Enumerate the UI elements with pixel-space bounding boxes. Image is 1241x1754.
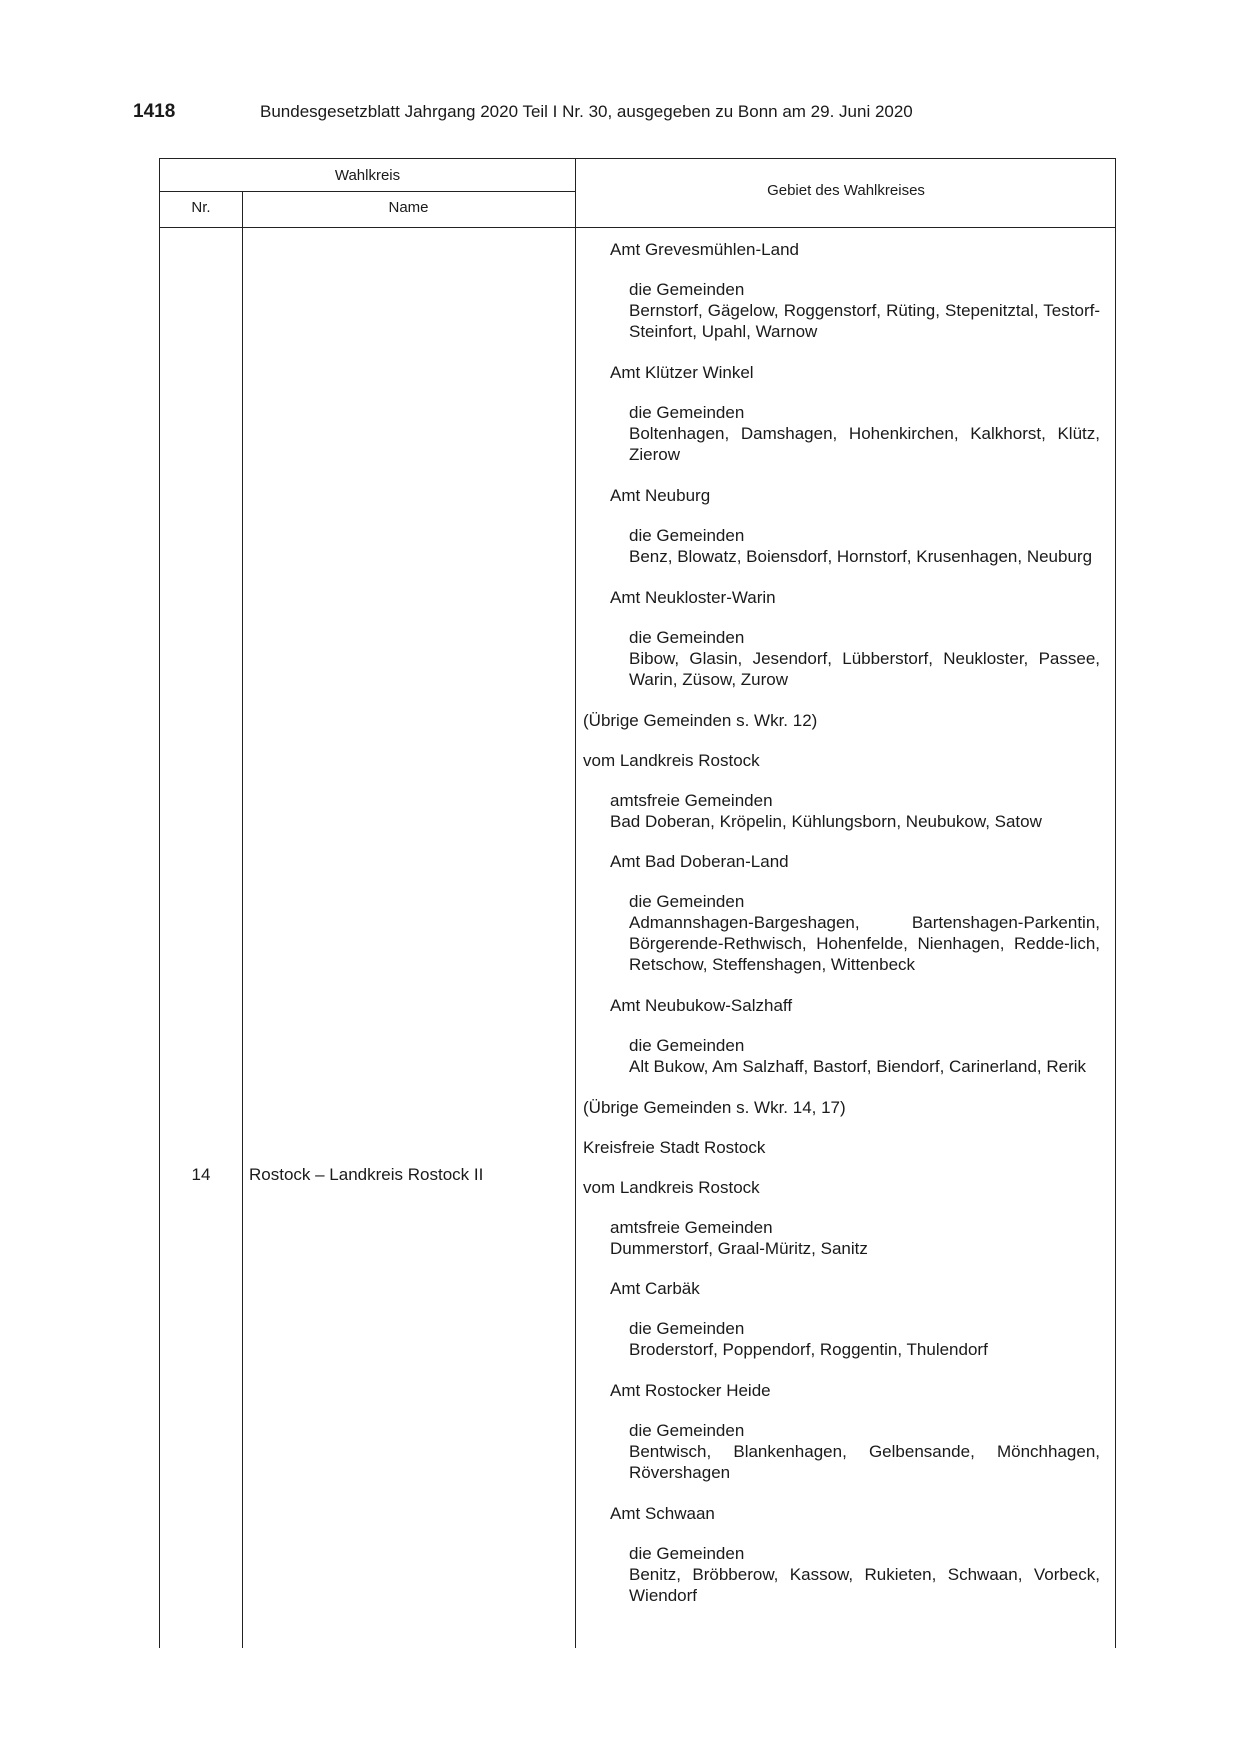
area-block-title: die Gemeinden — [629, 892, 745, 911]
area-block — [583, 485, 1100, 506]
column-divider-nr — [242, 191, 243, 1648]
header-divider — [160, 227, 1115, 228]
area-block — [583, 1278, 1100, 1299]
area-block-title: Amt Neuburg — [610, 486, 711, 505]
area-block-title: (Übrige Gemeinden s. Wkr. 14, 17) — [583, 1098, 846, 1117]
municipality-list: Dummerstorf, Graal-Müritz, Sanitz — [610, 1239, 868, 1258]
area-block — [583, 1217, 1100, 1259]
municipality-list: Bentwisch, Blankenhagen, Gelbensande, Mönchhagen, Rövershagen — [629, 1442, 1100, 1482]
area-block-title: Amt Schwaan — [610, 1504, 715, 1523]
area-block — [583, 1543, 1100, 1606]
area-block — [583, 1318, 1100, 1360]
area-block-title: die Gemeinden — [629, 403, 745, 422]
area-block-title: die Gemeinden — [629, 628, 745, 647]
municipality-list: Broderstorf, Poppendorf, Roggentin, Thulendorf — [629, 1340, 988, 1359]
municipality-list: Bernstorf, Gägelow, Roggenstorf, Rüting, Stepenitztal, Testorf-Steinfort, Upahl, Warnow — [629, 301, 1100, 341]
electoral-district-table — [159, 158, 1116, 1648]
area-block-title: amtsfreie Gemeinden — [610, 791, 773, 810]
area-block — [583, 1177, 1100, 1198]
area-block — [583, 587, 1100, 608]
area-block-title: die Gemeinden — [629, 526, 745, 545]
area-block-title: die Gemeinden — [629, 1036, 745, 1055]
municipality-list: Bibow, Glasin, Jesendorf, Lübberstorf, Neukloster, Passee, Warin, Züsow, Zurow — [629, 649, 1100, 689]
area-block — [583, 1420, 1100, 1483]
column-header-wahlkreis: Wahlkreis — [334, 167, 401, 184]
district-area-column — [583, 239, 1100, 1626]
area-block-title: Amt Rostocker Heide — [610, 1381, 771, 1400]
area-block-title: vom Landkreis Rostock — [583, 751, 760, 770]
area-block-title: vom Landkreis Rostock — [583, 1178, 760, 1197]
area-block — [583, 627, 1100, 690]
area-block — [583, 525, 1100, 567]
area-block-title: Amt Carbäk — [610, 1279, 700, 1298]
municipality-list: Admannshagen-Bargeshagen, Bartenshagen-Parkentin, Börgerende-Rethwisch, Hohenfelde, Nienhagen, Redde-lich, Retschow, Steffenshagen, Wittenbeck — [629, 913, 1100, 974]
area-block — [583, 1097, 1100, 1118]
area-block — [583, 995, 1100, 1016]
area-block — [583, 790, 1100, 832]
area-block-title: die Gemeinden — [629, 280, 745, 299]
area-block — [583, 750, 1100, 771]
column-header-name: Name — [388, 199, 429, 216]
area-block-title: Amt Neubukow-Salzhaff — [610, 996, 793, 1015]
page-header — [133, 101, 1141, 127]
column-header-gebiet: Gebiet des Wahlkreises — [767, 182, 925, 199]
district-number: 14 — [191, 1165, 211, 1184]
area-block-title: die Gemeinden — [629, 1421, 745, 1440]
column-divider-name — [575, 159, 576, 1648]
area-block-title: die Gemeinden — [629, 1544, 745, 1563]
area-block-title: die Gemeinden — [629, 1319, 745, 1338]
area-block-title: amtsfreie Gemeinden — [610, 1218, 773, 1237]
area-block — [583, 1137, 1100, 1158]
area-block — [583, 402, 1100, 465]
area-block-title: (Übrige Gemeinden s. Wkr. 12) — [583, 711, 818, 730]
area-block-title: Kreisfreie Stadt Rostock — [583, 1138, 766, 1157]
area-block-title: Amt Klützer Winkel — [610, 363, 754, 382]
municipality-list: Alt Bukow, Am Salzhaff, Bastorf, Biendorf, Carinerland, Rerik — [629, 1057, 1087, 1076]
area-block — [583, 362, 1100, 383]
area-block-title: Amt Neukloster-Warin — [610, 588, 776, 607]
area-block — [583, 239, 1100, 260]
area-block — [583, 1380, 1100, 1401]
area-block — [583, 1503, 1100, 1524]
municipality-list: Benz, Blowatz, Boiensdorf, Hornstorf, Krusenhagen, Neuburg — [629, 547, 1093, 566]
district-name: Rostock – Landkreis Rostock II — [249, 1165, 484, 1184]
area-block — [583, 710, 1100, 731]
page-number: 1418 — [133, 101, 176, 122]
municipality-list: Benitz, Bröbberow, Kassow, Rukieten, Schwaan, Vorbeck, Wiendorf — [629, 1565, 1100, 1605]
area-block — [583, 1035, 1100, 1077]
column-header-nr: Nr. — [191, 199, 211, 216]
gazette-title: Bundesgesetzblatt Jahrgang 2020 Teil I Nr. 30, ausgegeben zu Bonn am 29. Juni 2020 — [260, 102, 913, 121]
area-block — [583, 851, 1100, 872]
header-divider-wahlkreis — [160, 191, 575, 192]
area-block-title: Amt Grevesmühlen-Land — [610, 240, 799, 259]
municipality-list: Boltenhagen, Damshagen, Hohenkirchen, Kalkhorst, Klütz, Zierow — [629, 424, 1100, 464]
area-block-title: Amt Bad Doberan-Land — [610, 852, 789, 871]
area-block — [583, 891, 1100, 975]
area-block — [583, 279, 1100, 342]
municipality-list: Bad Doberan, Kröpelin, Kühlungsborn, Neubukow, Satow — [610, 812, 1042, 831]
